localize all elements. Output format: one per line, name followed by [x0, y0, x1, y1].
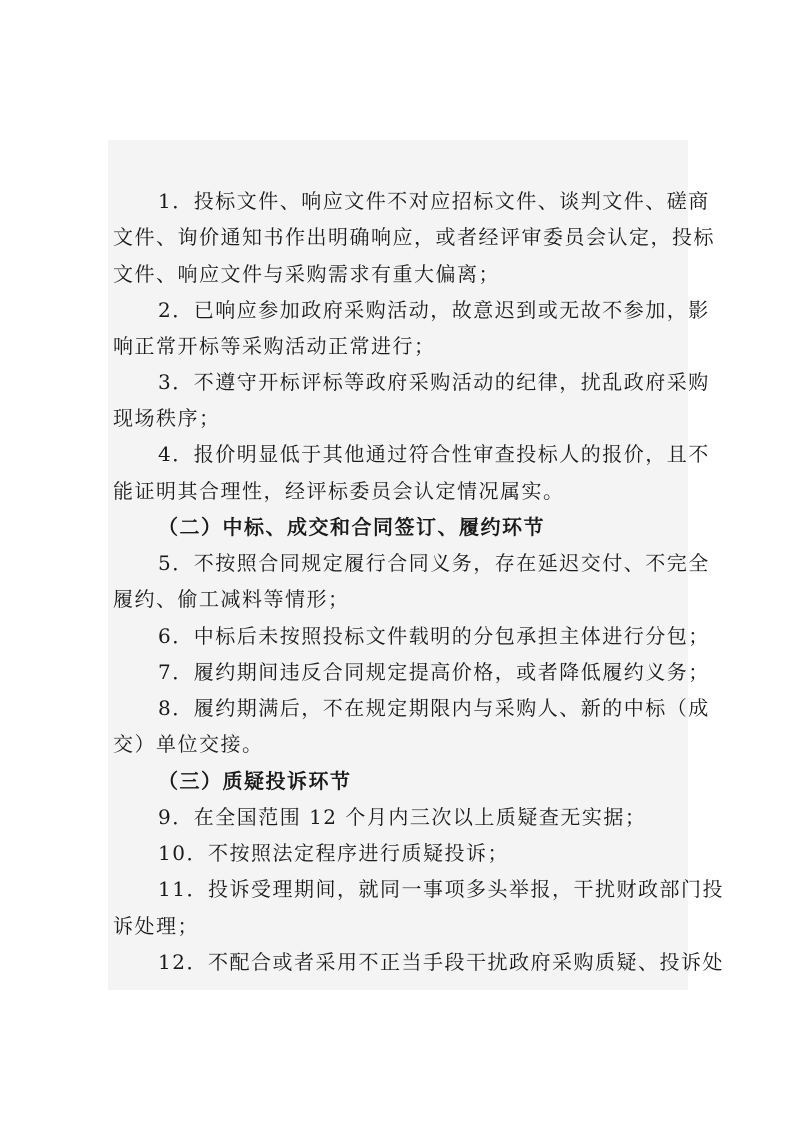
paragraph-line: 能证明其合理性，经评标委员会认定情况属实。 — [113, 479, 565, 503]
paragraph-line: 3．不遵守开标评标等政府采购活动的纪律，扰乱政府采购 — [158, 370, 710, 394]
paragraph-line: 9．在全国范围 12 个月内三次以上质疑查无实据； — [158, 805, 647, 829]
paragraph-line: 2．已响应参加政府采购活动，故意迟到或无故不参加，影 — [158, 298, 710, 322]
paragraph-line: 1．投标文件、响应文件不对应招标文件、谈判文件、磋商 — [158, 189, 710, 213]
paragraph-line: 6．中标后未按照投标文件载明的分包承担主体进行分包； — [158, 624, 710, 648]
paragraph-line: 8．履约期满后，不在规定期限内与采购人、新的中标（成 — [158, 696, 710, 720]
paragraph-line: 履约、偷工减料等情形； — [113, 587, 350, 611]
paragraph-line: 7．履约期间违反合同规定提高价格，或者降低履约义务； — [158, 660, 710, 684]
paragraph-line: 响正常开标等采购活动正常进行； — [113, 334, 436, 358]
paragraph-line: 4．报价明显低于其他通过符合性审查投标人的报价，且不 — [158, 442, 710, 466]
paragraph-line: 交）单位交接。 — [113, 732, 264, 756]
section-heading: （三）质疑投诉环节 — [158, 769, 352, 793]
paragraph-line: 12．不配合或者采用不正当手段干扰政府采购质疑、投诉处 — [158, 950, 724, 974]
paragraph-line: 10．不按照法定程序进行质疑投诉； — [158, 841, 509, 865]
paragraph-line: 5．不按照合同规定履行合同义务，存在延迟交付、不完全 — [158, 551, 710, 575]
paragraph-line: 11．投诉受理期间，就同一事项多头举报，干扰财政部门投 — [158, 877, 724, 901]
paragraph-line: 诉处理； — [113, 914, 199, 938]
paragraph-line: 文件、响应文件与采购需求有重大偏离； — [113, 262, 500, 286]
paragraph-line: 文件、询价通知书作出明确响应，或者经评审委员会认定，投标 — [113, 225, 715, 249]
section-heading: （二）中标、成交和合同签订、履约环节 — [158, 515, 545, 539]
paragraph-line: 现场秩序； — [113, 406, 221, 430]
